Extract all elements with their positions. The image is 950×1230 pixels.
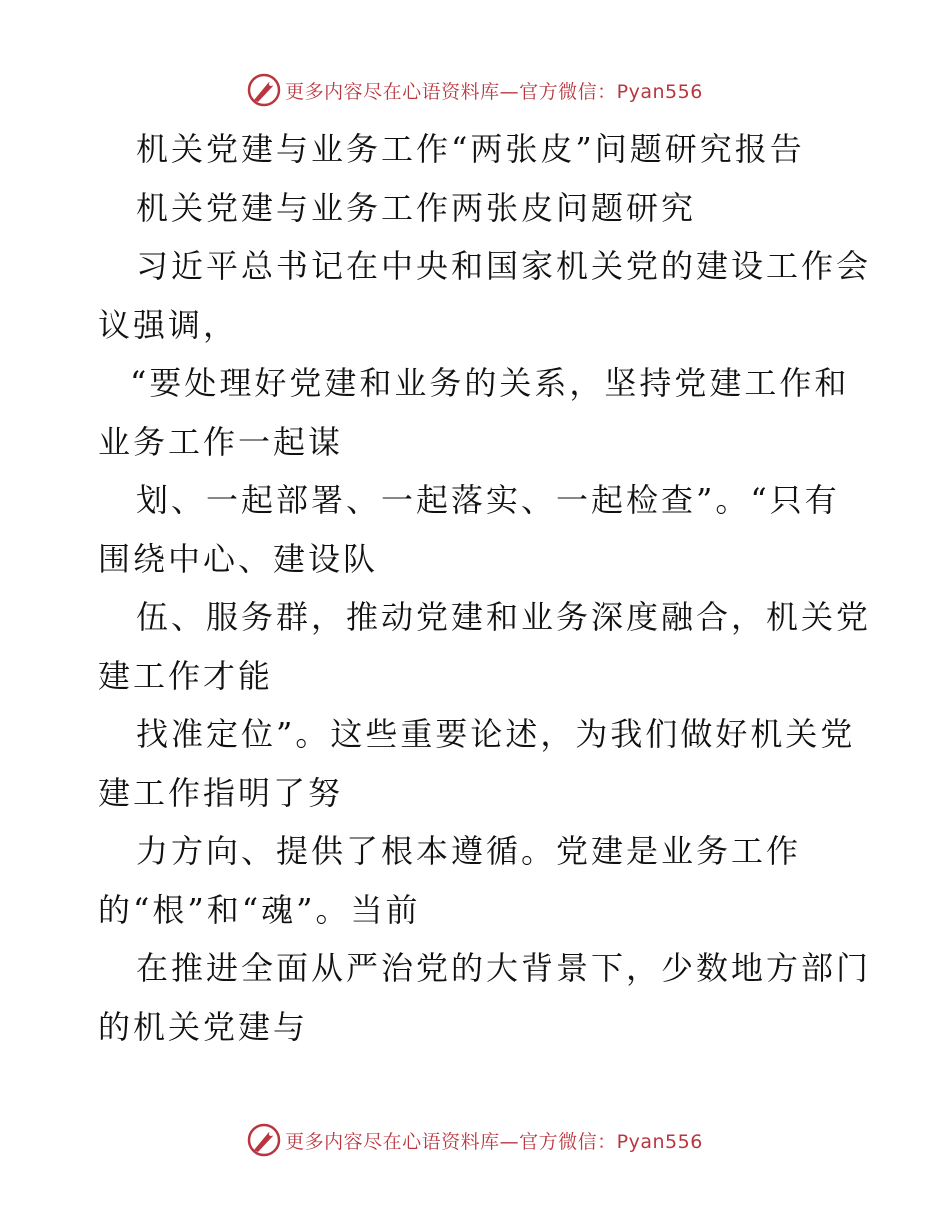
text-line: 伍、服务群，推动党建和业务深度融合，机关党 [136, 598, 872, 636]
text-line: “要处理好党建和业务的关系，坚持党建工作和 [130, 364, 850, 402]
text-line: 业务工作一起谋 [98, 422, 344, 461]
text-line: 的“根”和“魂”。当前 [98, 890, 421, 929]
text-line: 的机关党建与 [98, 1007, 309, 1046]
document-title: 机关党建与业务工作“两张皮”问题研究报告 [136, 130, 805, 168]
text-line: 议强调， [98, 305, 239, 344]
document-subtitle: 机关党建与业务工作两张皮问题研究 [136, 188, 697, 227]
text-line: 在推进全面从严治党的大背景下，少数地方部门 [136, 949, 872, 987]
text-line: 力方向、提供了根本遵循。党建是业务工作 [136, 832, 802, 870]
text-line: 围绕中心、建设队 [98, 539, 379, 578]
pen-nib-logo-icon [247, 73, 281, 107]
footer-banner-text: 更多内容尽在心语资料库—官方微信：Pyan556 [285, 1130, 703, 1153]
header-banner-text: 更多内容尽在心语资料库—官方微信：Pyan556 [285, 80, 703, 103]
text-line: 找准定位”。这些重要论述，为我们做好机关党 [136, 715, 856, 753]
pen-nib-logo-icon [247, 1123, 281, 1157]
header-banner [0, 70, 950, 110]
footer-banner [0, 1120, 950, 1160]
text-line: 建工作指明了努 [98, 773, 344, 812]
text-line: 划、一起部署、一起落实、一起检查”。“只有 [136, 481, 840, 519]
document-body [98, 120, 872, 1056]
text-line: 建工作才能 [98, 656, 274, 695]
text-line: 习近平总书记在中央和国家机关党的建设工作会 [136, 247, 872, 285]
